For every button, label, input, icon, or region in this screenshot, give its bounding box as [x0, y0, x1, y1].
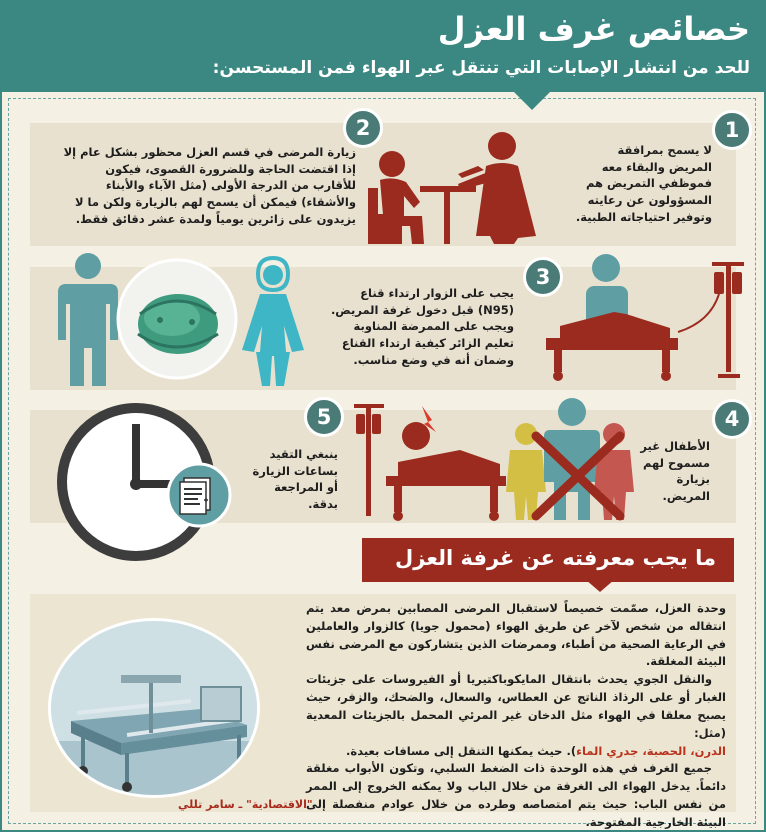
- step-4-text: الأطفال غير مسموح لهم بزيارة المريض.: [640, 439, 710, 504]
- step-2-badge: 2: [343, 108, 383, 148]
- nurse-patient-icon: [366, 126, 546, 248]
- header-notch: [512, 90, 552, 110]
- nurse-woman-icon: [238, 256, 308, 388]
- step-3-text: يجب على الزوار ارتداء قناع (N95) قبل دخول غرفة المريض. ويجب على الممرضة المناوبة تعليم الزائر كيفية ارتداء القناع وضمان أنه في وضع مناسب.: [330, 286, 514, 367]
- article-paragraph-1: وحدة العزل، صمّمت خصيصاً لاستقبال المرضى المصابين بمرض معد يتم انتقاله من شخص لآخر عن طريق الهواء (محمول جويا) كالزوار والعاملين في الرعاية الصحية من أطباء، وممرضات الذين يتشاركون مع المرضى نفس البيئة المغلقة.: [306, 601, 726, 669]
- section2-title: ما يجب معرفته عن غرفة العزل: [394, 546, 716, 570]
- section2-tail: [586, 580, 614, 592]
- article-text: [306, 600, 726, 832]
- section2-banner: [362, 538, 734, 582]
- article-paragraph-2: والنقل الجوي يحدث بانتقال المايكوباكتيريا أو الفيروسات على جزيئات الغبار أو على الرذاذ الناتج عن العطاس، والسعال، والضحك، والزفر، حيث يصبح معلقا في الهواء مثل الدخان غير المرئي المحمل بالجزيئات المعدية (مثل: الدرن، الحصبة، جدري الماء). حيث يمكنها التنقل إلى مسافات بعيدة.: [306, 672, 726, 758]
- document-icon: [166, 462, 232, 528]
- header-banner: [0, 0, 766, 92]
- page-subtitle: للحد من انتشار الإصابات التي تنتقل عبر الهواء فمن المستحسن:: [212, 58, 750, 78]
- step-4-badge: 4: [712, 399, 752, 439]
- children-not-allowed-icon: [350, 396, 640, 524]
- step-1-badge: 1: [712, 110, 752, 150]
- step-5-badge: 5: [304, 397, 344, 437]
- step-3-badge: 3: [523, 257, 563, 297]
- credit-text: "الاقتصادية" ـ سامر تللي: [178, 798, 313, 811]
- step-1-text: لا يسمح بمرافقة المريض والبقاء معه فموظفي التمريض هم المسؤولون عن رعايته وتوفير احتياجاته الطبية.: [575, 143, 712, 224]
- n95-mask-image: [116, 258, 238, 380]
- article-paragraph-3: جميع الغرف في هذه الوحدة ذات الضغط السلبي، وتكون الأبواب مغلقة دائماً. يدخل الهواء الى الغرفة من خلال الباب ولا يمكنه الخروج إلى الممر من نفس الباب: حيث يتم امتصاصه وطرده من خلال عوادم منفصلة إلى البيئة الخارجية المفتوحة.: [306, 761, 726, 829]
- diseases-highlight: الدرن، الحصبة، جدري الماء: [576, 743, 726, 758]
- hospital-bed-image: [48, 618, 260, 798]
- page-title: خصائص غرف العزل: [437, 10, 750, 48]
- step-2-text: زيارة المرضى في قسم العزل محظور بشكل عام إلا إذا اقتضت الحاجة وللضرورة القصوى، فيكون للأقارب من الدرجة الأولى (مثل الآباء والأبناء والأشقاء) فيمكن أن يسمح لهم بالزيارة ولكن ما لا يزيدون على زائرين يومياً ولمدة عشر دقائق فقط.: [63, 145, 356, 226]
- patient-bed-icon: [540, 252, 750, 388]
- visitor-man-icon: [56, 252, 120, 388]
- step-5-text: ينبغي التقيد بساعات الزيارة أو المراجعة بدقة.: [252, 447, 338, 512]
